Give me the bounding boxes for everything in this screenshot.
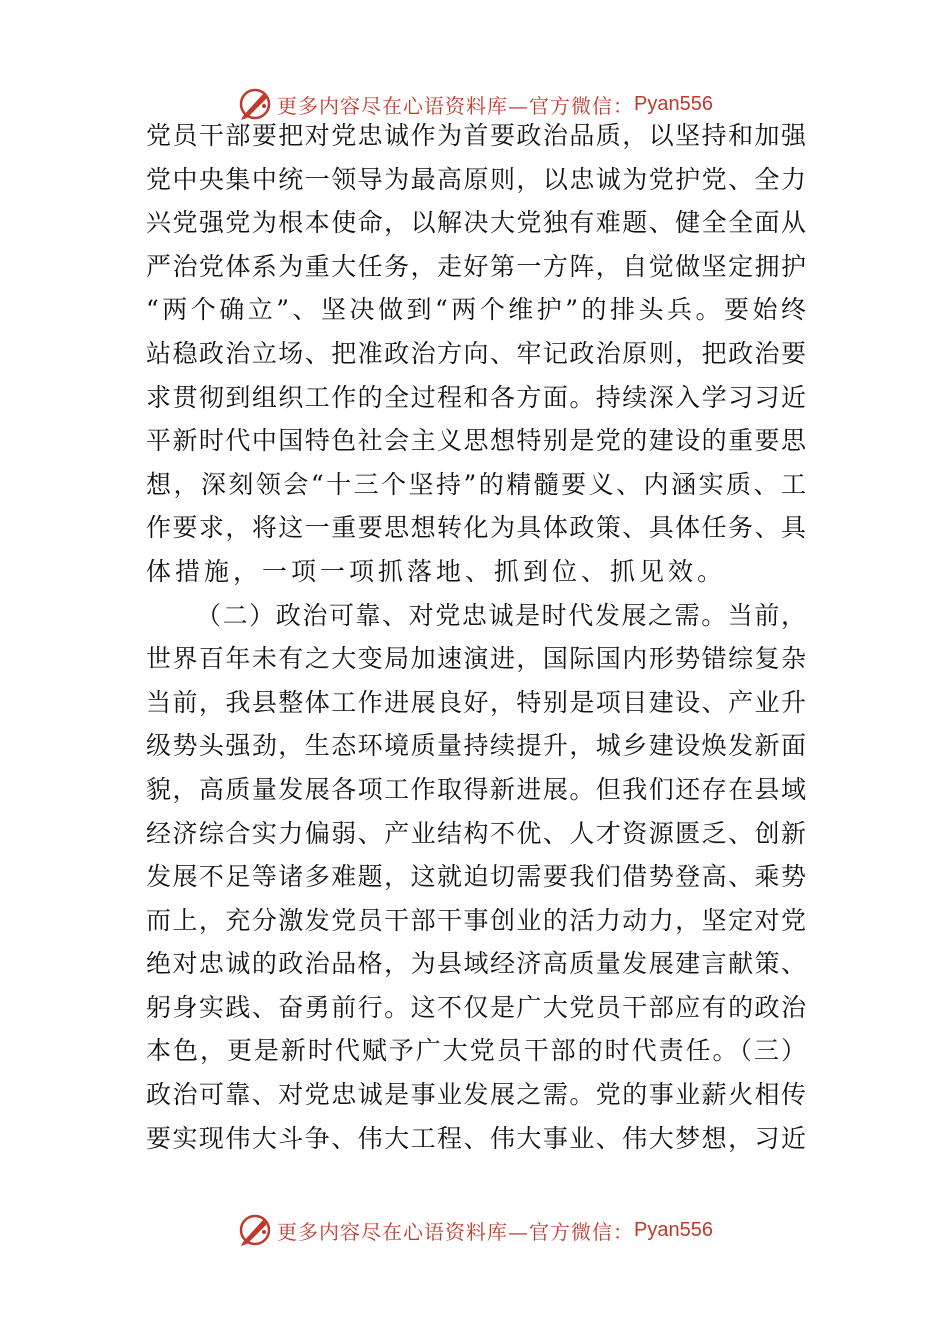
text-line: 当前，我县整体工作进展良好，特别是项目建设、产业升 <box>146 687 806 717</box>
document-body <box>146 114 806 1160</box>
footer-watermark <box>0 1210 950 1250</box>
text-line: 想，深刻领会“十三个坚持”的精髓要义、内涵实质、工 <box>146 469 806 499</box>
text-line: 发展不足等诸多难题，这就迫切需要我们借势登高、乘势 <box>146 862 806 892</box>
text-line: 党中央集中统一领导为最高原则，以忠诚为党护党、全力 <box>146 164 806 194</box>
text-line: 体措施，一项一项抓落地、抓到位、抓见效。 <box>146 556 727 586</box>
text-line: 政治可靠、对党忠诚是事业发展之需。党的事业薪火相传 <box>146 1080 806 1110</box>
watermark-text: 更多内容尽在心语资料库—官方微信： <box>277 1219 635 1244</box>
text-line: 本色，更是新时代赋予广大党员干部的时代责任。（三） <box>146 1036 806 1066</box>
text-line: （二）政治可靠、对党忠诚是时代发展之需。当前， <box>196 600 806 630</box>
text-line: 党员干部要把对党忠诚作为首要政治品质，以坚持和加强 <box>146 121 806 150</box>
text-line: 级势头强劲，生态环境质量持续提升，城乡建设焕发新面 <box>146 731 806 761</box>
text-line: 要实现伟大斗争、伟大工程、伟大事业、伟大梦想，习近 <box>146 1123 806 1153</box>
watermark-brand: Pyan556 <box>634 92 713 115</box>
text-line: 躬身实践、奋勇前行。这不仅是广大党员干部应有的政治 <box>146 992 806 1022</box>
text-line: 作要求，将这一重要思想转化为具体政策、具体任务、具 <box>146 513 806 543</box>
text-line: 平新时代中国特色社会主义思想特别是党的建设的重要思 <box>146 426 806 456</box>
watermark-brand: Pyan556 <box>634 1218 713 1241</box>
watermark-text: 更多内容尽在心语资料库—官方微信： <box>277 93 635 118</box>
text-line: 貌，高质量发展各项工作取得新进展。但我们还存在县域 <box>146 774 806 804</box>
text-line: 绝对忠诚的政治品格，为县域经济高质量发展建言献策、 <box>146 949 806 979</box>
pen-circle-logo-icon <box>237 1212 273 1248</box>
text-line: 兴党强党为根本使命，以解决大党独有难题、健全全面从 <box>146 208 806 238</box>
text-line: 世界百年未有之大变局加速演进，国际国内形势错综复杂 <box>146 644 806 674</box>
text-line: “两个确立”、坚决做到“两个维护”的排头兵。要始终 <box>146 295 806 325</box>
text-line: 经济综合实力偏弱、产业结构不优、人才资源匮乏、创新 <box>146 818 806 848</box>
text-line: 严治党体系为重大任务，走好第一方阵，自觉做坚定拥护 <box>146 251 806 281</box>
text-line: 求贯彻到组织工作的全过程和各方面。持续深入学习习近 <box>146 382 806 412</box>
text-line: 而上，充分激发党员干部干事创业的活力动力，坚定对党 <box>146 905 806 935</box>
text-line: 站稳政治立场、把准政治方向、牢记政治原则，把政治要 <box>146 338 806 368</box>
